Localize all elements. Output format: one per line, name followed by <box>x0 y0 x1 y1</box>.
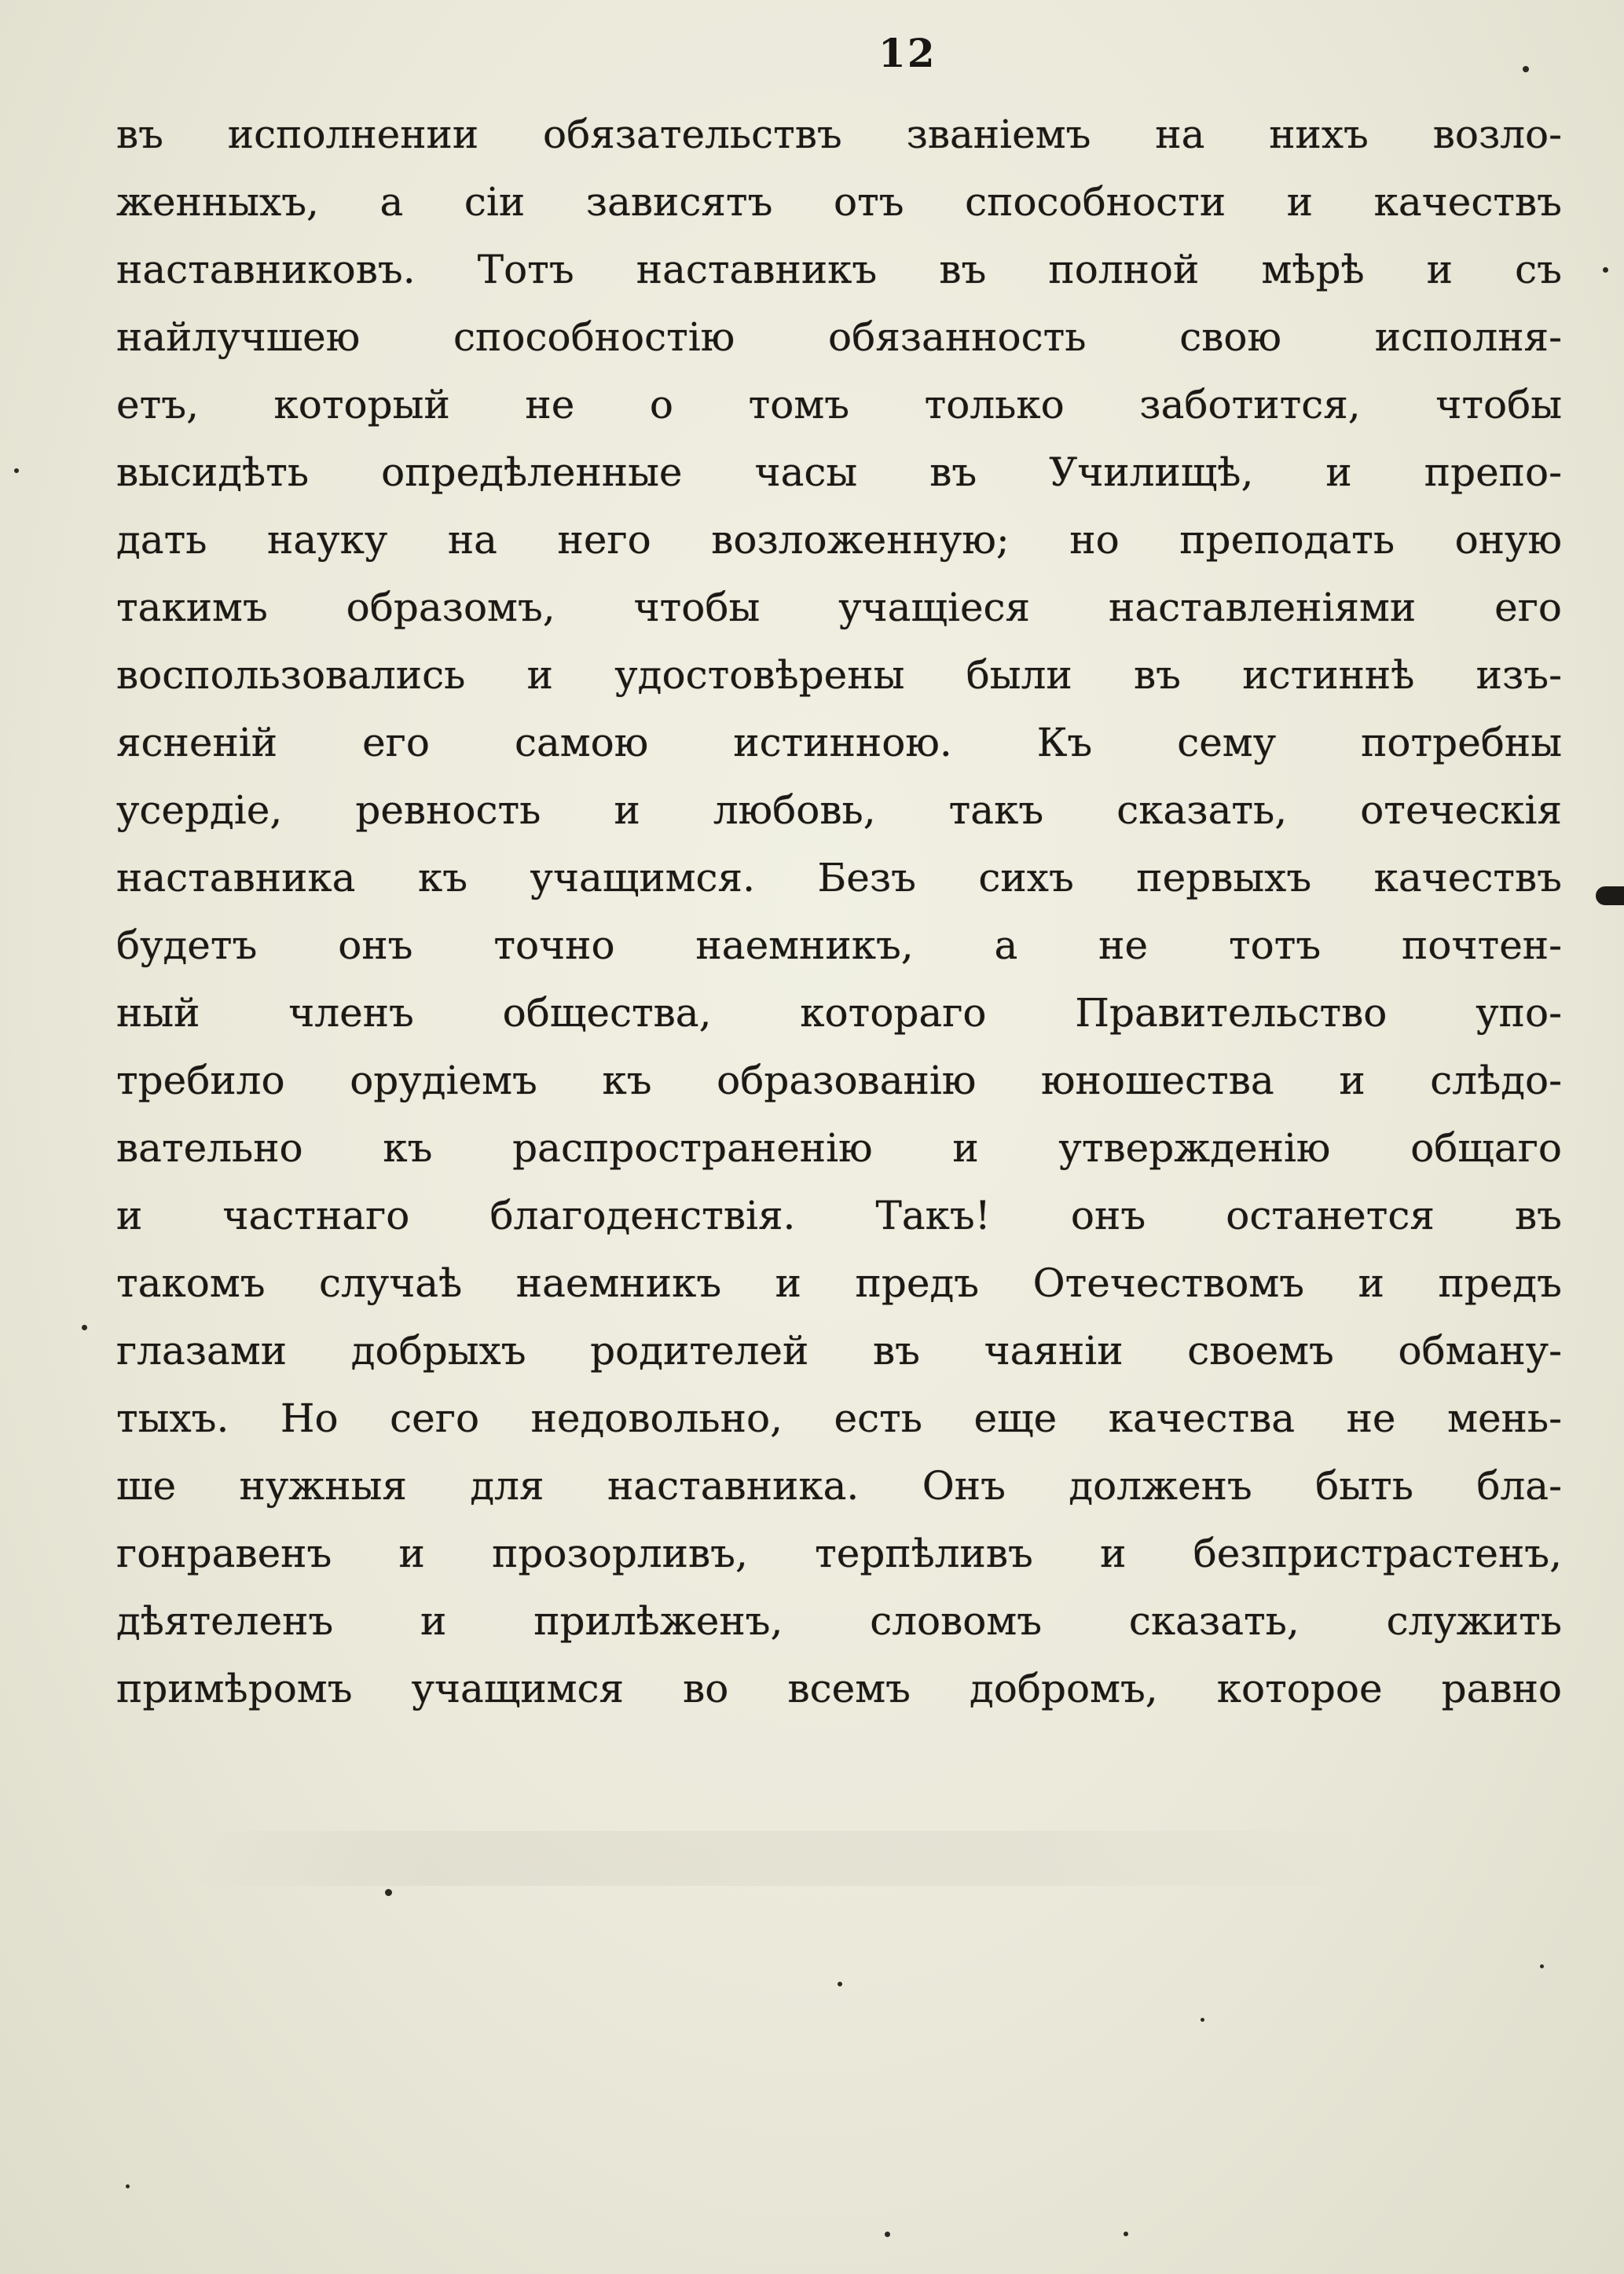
paper-speck <box>82 1325 87 1330</box>
text-line: такимъ образомъ, чтобы учащіеся наставленіями его <box>116 585 1562 630</box>
text-line: воспользовались и удостовѣрены были въ истиннѣ изъ- <box>116 652 1562 698</box>
text-line: будетъ онъ точно наемникъ, а не тотъ почтен- <box>116 922 1562 968</box>
text-line: ясненій его самою истинною. Къ сему потребны <box>116 720 1562 765</box>
paper-speck <box>1603 267 1608 273</box>
show-through-stain <box>189 1831 1367 1886</box>
page-number: 12 <box>878 30 937 76</box>
text-line: примѣромъ учащимся во всемъ добромъ, которое равно <box>116 1666 1562 1711</box>
text-line: усердіе, ревность и любовь, такъ сказать, отеческія <box>116 787 1562 833</box>
text-line: етъ, который не о томъ только заботится, чтобы <box>116 382 1562 427</box>
paper-speck <box>1201 2018 1204 2022</box>
body-text <box>116 101 1562 1722</box>
text-line: женныхъ, а сіи зависятъ отъ способности и качествъ <box>116 179 1562 225</box>
text-line: найлучшею способностію обязанность свою исполня- <box>116 314 1562 360</box>
text-line: тыхъ. Но сего недовольно, есть еще качества не мень- <box>116 1396 1562 1441</box>
paper-speck <box>1523 66 1529 72</box>
paper-speck <box>126 2184 130 2188</box>
paper-speck <box>838 1982 842 1986</box>
text-line: глазами добрыхъ родителей въ чаяніи своемъ обману- <box>116 1328 1562 1374</box>
page-edge-mark <box>1596 886 1624 905</box>
text-line: ше нужныя для наставника. Онъ долженъ быть бла- <box>116 1463 1562 1509</box>
text-line: наставника къ учащимся. Безъ сихъ первыхъ качествъ <box>116 855 1562 900</box>
paper-speck <box>885 2232 890 2237</box>
paper-speck <box>1124 2232 1128 2236</box>
text-line: дать науку на него возложенную; но преподать оную <box>116 517 1562 563</box>
text-line: гонравенъ и прозорливъ, терпѣливъ и безпристрастенъ, <box>116 1531 1562 1576</box>
paper-speck <box>385 1889 392 1896</box>
paper-speck <box>14 468 19 473</box>
text-line: въ исполнении обязательствъ званіемъ на нихъ возло- <box>116 112 1562 157</box>
paper-speck <box>1540 1964 1544 1968</box>
text-line: требило орудіемъ къ образованію юношества и слѣдо- <box>116 1058 1562 1103</box>
text-line: вательно къ распространенію и утвержденію общаго <box>116 1125 1562 1171</box>
text-line: ный членъ общества, котораго Правительство упо- <box>116 990 1562 1036</box>
text-line: наставниковъ. Тотъ наставникъ въ полной мѣрѣ и съ <box>116 247 1562 292</box>
text-line: и частнаго благоденствія. Такъ! онъ останется въ <box>116 1193 1562 1238</box>
text-line: такомъ случаѣ наемникъ и предъ Отечествомъ и предъ <box>116 1260 1562 1306</box>
text-line: высидѣть опредѣленные часы въ Училищѣ, и препо- <box>116 449 1562 495</box>
text-line: дѣятеленъ и прилѣженъ, словомъ сказать, служить <box>116 1598 1562 1644</box>
